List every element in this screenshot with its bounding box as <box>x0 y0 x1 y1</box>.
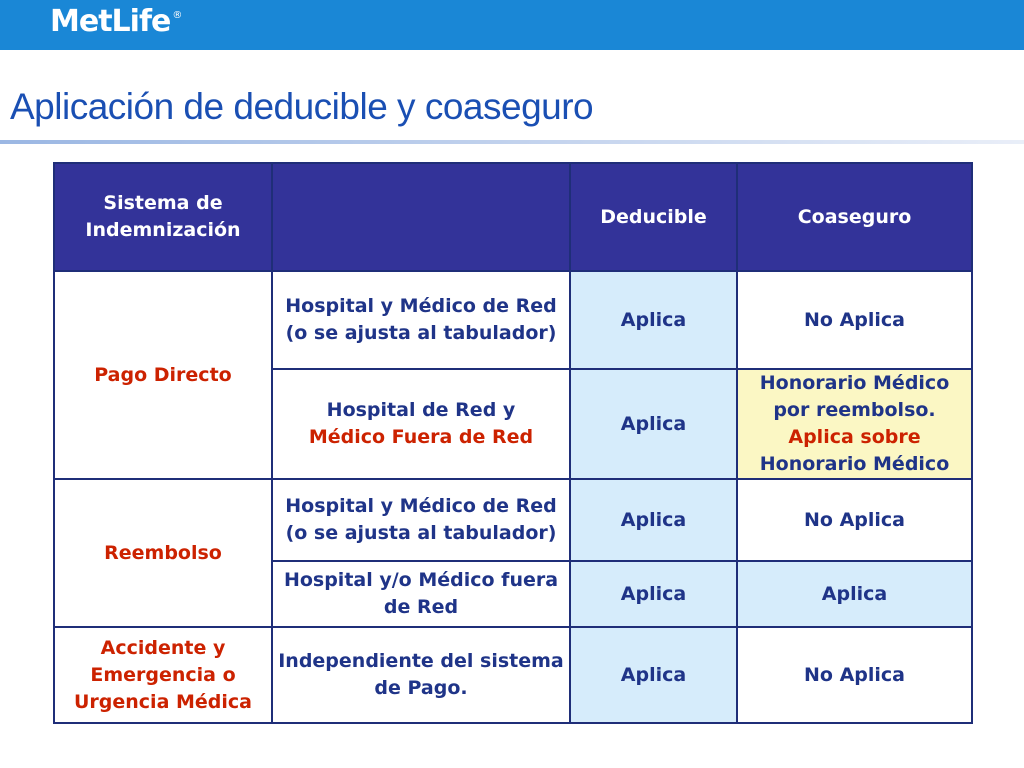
deductible-cell: Aplica <box>570 479 737 561</box>
route-cell <box>272 369 570 479</box>
header-empty <box>272 163 570 271</box>
coinsurance-text-red: Aplica sobre <box>788 426 921 448</box>
table-header-row <box>54 163 972 271</box>
system-accident-emergency: Accidente y Emergencia o Urgencia Médica <box>54 627 272 723</box>
coinsurance-cell: No Aplica <box>737 271 972 369</box>
logo-text: MetLife <box>50 4 171 39</box>
coinsurance-text-blue-2: Honorario Médico <box>759 453 950 475</box>
coinsurance-cell: No Aplica <box>737 479 972 561</box>
coinsurance-cell: Aplica <box>737 561 972 627</box>
system-reimbursement: Reembolso <box>54 479 272 627</box>
table-row <box>54 271 972 369</box>
system-direct-payment: Pago Directo <box>54 271 272 479</box>
route-cell: Hospital y/o Médico fuera de Red <box>272 561 570 627</box>
route-text-blue: Hospital de Red y <box>326 399 516 421</box>
coinsurance-text-blue: Honorario Médico por reembolso. <box>759 372 950 421</box>
route-text-red: Médico Fuera de Red <box>308 426 534 448</box>
deductible-cell: Aplica <box>570 627 737 723</box>
header-system: Sistema de Indemnización <box>54 163 272 271</box>
table-row <box>54 627 972 723</box>
title-divider <box>0 140 1024 144</box>
coinsurance-cell: No Aplica <box>737 627 972 723</box>
metlife-logo <box>50 4 181 39</box>
registered-mark: ® <box>172 10 182 21</box>
deductible-cell: Aplica <box>570 561 737 627</box>
header-coinsurance: Coaseguro <box>737 163 972 271</box>
route-cell: Independiente del sistema de Pago. <box>272 627 570 723</box>
header-deductible: Deducible <box>570 163 737 271</box>
route-cell: Hospital y Médico de Red (o se ajusta al tabulador) <box>272 271 570 369</box>
slide-title: Aplicación de deducible y coaseguro <box>10 86 594 127</box>
route-cell: Hospital y Médico de Red (o se ajusta al tabulador) <box>272 479 570 561</box>
table-row <box>54 479 972 561</box>
coinsurance-cell <box>737 369 972 479</box>
deductible-cell: Aplica <box>570 271 737 369</box>
deductible-cell: Aplica <box>570 369 737 479</box>
top-banner <box>0 0 1024 50</box>
deductible-coinsurance-table <box>53 162 973 724</box>
